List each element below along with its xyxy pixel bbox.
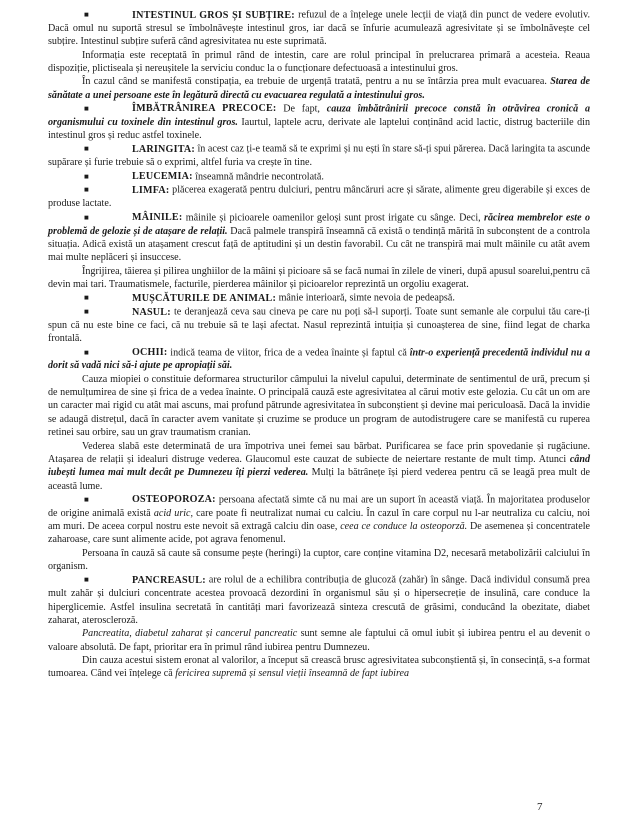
italic-text: fericirea supremă și sensul vieții înseamnă de fapt iubirea xyxy=(175,668,410,680)
bullet-paragraph xyxy=(48,573,590,627)
body-text: înseamnă mândrie necontrolată. xyxy=(192,171,324,183)
bullet-paragraph xyxy=(48,183,590,210)
section-heading: MÂINILE: xyxy=(132,212,183,224)
body-text: te deranjează ceva sau cineva pe care nu poți să-l suporți. Toate sunt semanle ale corpului tău care-ți spun că nu este bine ce faci, că nu trebuie să te lași afectat. Nasul reprezintă intuiția și cunoașterea de sine, fiind legat de charka frontală. xyxy=(48,306,590,345)
bullet-icon: ■ xyxy=(84,171,89,181)
body-text: Din cauza acestui sistem eronat al valorilor, a început să crească brusc agresivitatea subconștientă și, în consecință, s-a format tumoarea. Când vei înțelege că xyxy=(48,655,590,680)
emphasis-text: când iubești lumea mai mult decât pe Dumnezeu îți pierzi vederea. xyxy=(48,453,590,479)
body-text: are rolul de a echilibra contribuția de glucoză (zahăr) în sânge. Dacă individul consumă prea mult zahăr și dulciuri concentrate acestea provoacă dezordini în organismul său și o hipersecreție de insulină, care conduce la hiperglicemie. Astfel insulina secretată în cantități mari favorizează sinteza crescută de grăsimi, conducând la obezitate, diabet zaharat, ateroscleroză. xyxy=(48,574,590,626)
paragraph xyxy=(48,440,590,493)
body-text: Iaurtul, laptele acru, derivate ale laptelui conținând acid lactic, distrug bacteriile din intestinul gros și reduc astfel toxinele. xyxy=(48,116,590,142)
emphasis-text: răcirea membrelor este o problemă de gelozie și de atașare de relații. xyxy=(48,212,590,237)
body-text: Persoana în cauză să caute să consume pește (heringi) la cuptor, care conține vitamina D2, necesară metabolizării calciului în organism. xyxy=(48,547,590,573)
body-text: care poate fi neutralizat numai cu calciu. În cazul în care corpul nu l-ar neutraliza cu calciu, noi am muri. De aceea corpul nostru este nevoit să extragă calciu din oase, xyxy=(48,507,591,533)
bullet-icon: ■ xyxy=(84,103,89,113)
italic-text: ceea ce conduce la osteoporză. xyxy=(340,521,468,533)
bullet-paragraph xyxy=(48,305,590,346)
section-heading: LIMFA: xyxy=(132,184,170,196)
body-text: plăcerea exagerată pentru dulciuri, pentru mâncăruri acre și sărate, alimente greu digerabile și exces de produse lactate. xyxy=(48,184,590,210)
section-heading: LARINGITA: xyxy=(132,143,195,155)
body-text: în acest caz ți-e teamă să te exprimi și nu ești în stare să-ți spui părerea. Dacă laringita ta ascunde supărare și furie trebuie să o exprimi, altfel furia va crește în tine. xyxy=(48,143,590,169)
body-text: Cauza miopiei o constituie deformarea structurilor câmpului la nivelul capului, determinate de sentimentul de ură, precum și de nemulțumirea de sine și frica de a vedea înainte. O principală cauză este agresivitatea al cărui motiv este gelozia. Cu cât un om are un caracter mai rigid cu atât mai ascuns, mai profund pătrunde agresivitatea în subconștient și devine mai periculoasă. Dacă la invidie se adaugă distrețul, dacă în caracter avem vanitate și cruzime se produce un program de autodistrugere care se manifestă cu ruperea retinei sau orbire, sau un grav traumatism cranian. xyxy=(48,373,590,439)
body-text: indică teama de viitor, frica de a vedea înainte și faptul că xyxy=(167,347,410,359)
bullet-paragraph xyxy=(48,211,590,265)
body-text: Îngrijirea, tăierea și pilirea unghiilor de la mâini și picioare să se facă numai în zilele de vineri, după apusul soarelui,pentru că devin mai tari. Traumatismele, facturile, pierderea mâinilor și picioarelor reprezintă un orgoliu exagerat. xyxy=(48,265,590,290)
body-text: Mulți la bătrânețe își pierd vederea pentru că se leagă prea mult de această lume. xyxy=(48,467,590,492)
section-heading: LEUCEMIA: xyxy=(132,171,193,183)
bullet-paragraph xyxy=(48,346,590,373)
paragraph xyxy=(48,265,590,292)
body-text: persoana afectată simte că nu mai are un suport în această viață. În majoritatea produselor de origine animală există xyxy=(48,494,590,519)
paragraph xyxy=(48,547,590,574)
body-text: De asemenea și concentratele zaharoase, care sunt alimente acide, pot agrava fenomenul. xyxy=(48,521,590,546)
body-text: În cazul când se manifestă constipația, ea trebuie de urgență tratată, pentru a nu se întârzia prea mult evacuarea. xyxy=(82,76,551,88)
body-text: sunt semne ale faptului că omul iubit și iubirea pentru el au devenit o valoare absolută. De fapt, prioritar era în primul rând iubirea pentru Dumnezeu. xyxy=(48,628,590,653)
body-text: Vederea slabă este determinată de ura împotriva unei femei sau bărbat. Purificarea se face prin spovedanie și rugăciune. Atașarea de relații și idealuri distruge vederea. Glaucomul este cauzat de subiecte de neiertare restante de mult timp. Atunci xyxy=(48,440,590,465)
paragraph xyxy=(48,654,590,681)
emphasis-text: într-o experiență precedentă individul nu a dorit să vadă nici să-i ajute pe apropiații săi. xyxy=(48,347,591,372)
document-body xyxy=(48,8,590,681)
section-heading: OSTEOPOROZA: xyxy=(132,494,216,506)
italic-text: acid uric, xyxy=(153,507,194,519)
bullet-icon: ■ xyxy=(84,575,89,585)
bullet-paragraph xyxy=(48,8,590,49)
emphasis-text: Starea de sănătate a unei persoane este în legătură directă cu evacuarea regulată a intestinului gros. xyxy=(48,76,590,101)
section-heading: ÎMBĂTRÂNIREA PRECOCE: xyxy=(132,103,277,115)
bullet-paragraph xyxy=(48,102,590,143)
bullet-paragraph xyxy=(48,291,590,305)
paragraph xyxy=(48,627,590,654)
paragraph xyxy=(48,49,590,76)
section-heading: INTESTINUL GROS ȘI SUBȚIRE: xyxy=(132,9,295,21)
bullet-paragraph xyxy=(48,493,590,547)
body-text: refuzul de a înțelege unele lecții de viață din punct de vedere evolutiv. Dacă omul nu suportă stresul se îmbolnăvește intestinul gros, iar dacă se înfurie acumulează agresivitate și se îmbolnăvește cel subțire. Intestinul subțire suferă când agresivitatea nu este suprimată. xyxy=(48,9,590,48)
section-heading: MUȘCĂTURILE DE ANIMAL: xyxy=(132,292,277,304)
bullet-icon: ■ xyxy=(84,307,89,317)
body-text: Informația este receptată în primul rând de intestin, care are rolul principal în prelucrarea primară a acesteia. Reaua dispoziție, plictiseala și nereușitele la serviciu conduc la o funcționare defectuoasă a intestinului gros. xyxy=(48,49,590,74)
section-heading: PANCREASUL: xyxy=(132,574,206,586)
page-number: 7 xyxy=(537,801,543,813)
bullet-icon: ■ xyxy=(84,144,89,154)
bullet-icon: ■ xyxy=(84,185,89,195)
body-text: De fapt, xyxy=(276,103,327,115)
bullet-paragraph xyxy=(48,170,590,184)
section-heading: OCHII: xyxy=(132,347,168,359)
paragraph xyxy=(48,75,590,102)
body-text: Dacă palmele transpiră înseamnă că există o tendință mărită în subconștent de a controla situația. Adică există un atașament crescut față de aptitudini și un destin favorabil. Cu cât ne transpiră mai mult mâinile cu atât avem mai multe neplăceri și insuccese. xyxy=(48,225,591,264)
bullet-icon: ■ xyxy=(84,494,89,504)
bullet-icon: ■ xyxy=(84,212,89,222)
emphasis-text: cauza îmbătrânirii precoce constă în otrăvirea cronică a organismului cu toxinele din intestinul gros. xyxy=(48,103,590,128)
bullet-icon: ■ xyxy=(84,347,89,357)
section-heading: NASUL: xyxy=(132,306,171,318)
italic-text: Pancreatita, diabetul zaharat și cancerul pancreatic xyxy=(82,628,298,640)
paragraph xyxy=(48,373,590,440)
body-text: mâinile și picioarele oamenilor geloși sunt prost irigate cu sânge. Deci, xyxy=(182,212,485,224)
bullet-icon: ■ xyxy=(84,10,89,19)
bullet-icon: ■ xyxy=(84,293,89,303)
body-text: mânie interioară, simte nevoia de pedeapsă. xyxy=(276,292,455,304)
bullet-paragraph xyxy=(48,142,590,169)
